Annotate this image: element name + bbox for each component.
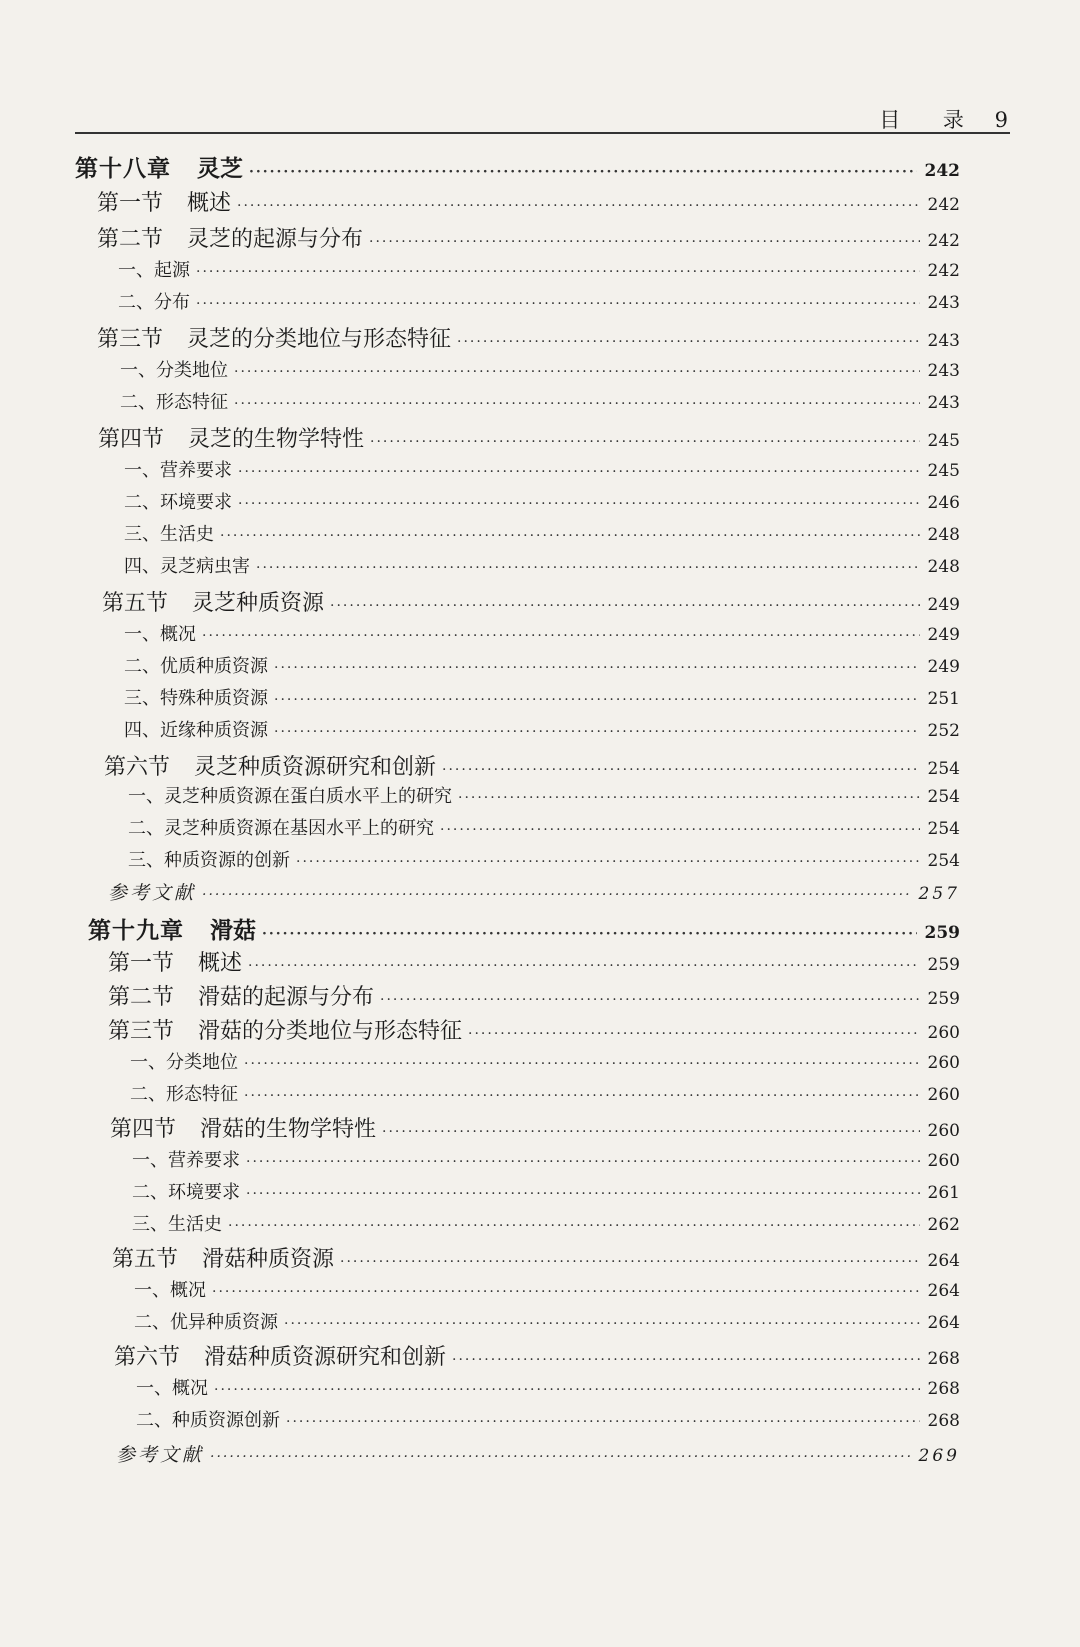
section-number: 第五节 <box>102 591 169 616</box>
toc-entry <box>132 1146 960 1172</box>
toc-entry <box>97 322 960 353</box>
subsection-title: 二、环境要求 <box>132 1182 240 1203</box>
dot-leader <box>274 660 920 676</box>
references-title: 参考文献 <box>116 1444 205 1466</box>
subsection-title: 一、营养要求 <box>132 1150 240 1171</box>
toc-page-number: 259 <box>924 923 960 943</box>
toc-page-number: 245 <box>927 461 960 481</box>
toc-entry-label <box>104 750 436 781</box>
toc-entry-label <box>118 256 190 282</box>
dot-leader <box>256 560 920 576</box>
subsection-title: 二、形态特征 <box>120 392 228 413</box>
dot-leader <box>284 1316 920 1332</box>
dot-leader <box>212 1284 920 1300</box>
toc-entry <box>97 222 960 253</box>
dot-leader <box>234 364 920 380</box>
toc-entry <box>120 388 960 414</box>
toc-entry <box>128 782 960 808</box>
dot-leader <box>457 334 920 350</box>
toc-page-number: 254 <box>927 819 960 839</box>
header-rule <box>75 132 1010 134</box>
section-title: 灵芝的生物学特性 <box>188 427 365 452</box>
toc-page-number: 242 <box>927 231 960 251</box>
section-title: 滑菇种质资源 <box>202 1247 335 1272</box>
toc-entry <box>108 878 960 905</box>
toc-entry <box>124 684 960 710</box>
toc-entry-label <box>108 946 242 977</box>
toc-entry <box>120 356 960 382</box>
chapter-title: 滑菇 <box>210 917 256 944</box>
toc-page-number: 248 <box>927 557 960 577</box>
toc-entry-label <box>124 520 214 546</box>
toc-entry-label <box>114 1340 446 1371</box>
subsection-title: 三、生活史 <box>124 524 214 545</box>
dot-leader <box>228 1218 920 1234</box>
dot-leader <box>440 822 920 838</box>
dot-leader <box>442 762 920 778</box>
toc-entry-label <box>128 782 452 808</box>
toc-entry <box>128 814 960 840</box>
toc-entry-label <box>134 1276 206 1302</box>
section-number: 第三节 <box>97 327 164 352</box>
subsection-title: 一、概况 <box>124 624 196 645</box>
toc-page-number: 249 <box>927 657 960 677</box>
running-header <box>879 104 1010 134</box>
section-number: 第六节 <box>114 1345 181 1370</box>
toc-page-number: 242 <box>927 195 960 215</box>
toc-entry-label <box>102 586 324 617</box>
subsection-title: 二、灵芝种质资源在基因水平上的研究 <box>128 818 434 839</box>
section-title: 滑菇的生物学特性 <box>200 1117 377 1142</box>
toc-entry <box>124 456 960 482</box>
toc-page-number: 252 <box>927 721 960 741</box>
toc-entry-label <box>136 1406 280 1432</box>
section-title: 滑菇的起源与分布 <box>198 985 375 1010</box>
dot-leader <box>210 1449 911 1465</box>
section-title: 滑菇种质资源研究和创新 <box>204 1345 447 1370</box>
toc-page-number: 260 <box>927 1023 960 1043</box>
section-number: 第六节 <box>104 755 171 780</box>
toc-page-number: 249 <box>927 625 960 645</box>
section-title: 灵芝的起源与分布 <box>187 227 364 252</box>
toc-entry-label <box>132 1146 240 1172</box>
toc-page-number: 260 <box>927 1151 960 1171</box>
toc-entry <box>132 1178 960 1204</box>
dot-leader <box>238 496 920 512</box>
section-number: 第五节 <box>112 1247 179 1272</box>
dot-leader <box>246 1154 920 1170</box>
toc-entry <box>134 1276 960 1302</box>
toc-page-number: 246 <box>927 493 960 513</box>
chapter-title: 灵芝 <box>197 155 243 182</box>
toc-page-number: 259 <box>927 989 960 1009</box>
toc-entry <box>116 1440 960 1467</box>
dot-leader <box>330 598 920 614</box>
dot-leader <box>248 958 920 974</box>
dot-leader <box>296 854 920 870</box>
dot-leader <box>458 790 920 806</box>
section-number: 第一节 <box>97 191 164 216</box>
toc-page-number: 243 <box>927 331 960 351</box>
toc-entry-label <box>108 878 196 905</box>
dot-leader <box>196 296 920 312</box>
dot-leader <box>380 992 920 1008</box>
dot-leader <box>214 1382 920 1398</box>
section-title: 灵芝的分类地位与形态特征 <box>187 327 452 352</box>
toc-page-number: 262 <box>927 1215 960 1235</box>
toc-entry <box>112 1242 960 1273</box>
toc-entry-label <box>124 716 268 742</box>
dot-leader <box>237 198 920 214</box>
toc-entry-label <box>97 222 363 253</box>
toc-entry-label <box>124 552 250 578</box>
section-title: 灵芝种质资源 <box>192 591 325 616</box>
toc-entry <box>130 1048 960 1074</box>
dot-leader <box>468 1026 920 1042</box>
toc-entry <box>104 750 960 781</box>
toc-entry <box>102 586 960 617</box>
toc-entry <box>124 652 960 678</box>
toc-entry <box>124 620 960 646</box>
toc-page-number: 264 <box>927 1313 960 1333</box>
subsection-title: 二、形态特征 <box>130 1084 238 1105</box>
header-title: 目 录 <box>879 108 982 132</box>
toc-entry-label <box>124 456 232 482</box>
toc-entry-label <box>97 186 231 217</box>
toc-entry-label <box>136 1374 208 1400</box>
toc-entry-label <box>130 1048 238 1074</box>
toc-page-number: 268 <box>927 1349 960 1369</box>
toc-entry-label <box>134 1308 278 1334</box>
toc-page-number: 245 <box>927 431 960 451</box>
toc-entry <box>134 1308 960 1334</box>
toc-entry-label <box>120 388 228 414</box>
toc-entry-label <box>98 422 364 453</box>
toc-entry <box>136 1406 960 1432</box>
dot-leader <box>274 724 920 740</box>
references-title: 参考文献 <box>108 882 197 904</box>
toc-entry-label <box>116 1440 204 1467</box>
toc-entry <box>136 1374 960 1400</box>
toc-page-number: 243 <box>927 361 960 381</box>
subsection-title: 二、种质资源创新 <box>136 1410 280 1431</box>
subsection-title: 四、灵芝病虫害 <box>124 556 250 577</box>
toc-entry-label <box>97 322 451 353</box>
subsection-title: 一、分类地位 <box>130 1052 238 1073</box>
toc-entry <box>124 552 960 578</box>
toc-entry-label <box>118 288 190 314</box>
subsection-title: 一、分类地位 <box>120 360 228 381</box>
dot-leader <box>382 1124 920 1140</box>
toc-entry <box>114 1340 960 1371</box>
toc-entry <box>128 846 960 872</box>
toc-page-number: 260 <box>927 1121 960 1141</box>
toc-entry <box>88 912 960 945</box>
toc-page-number: 268 <box>927 1411 960 1431</box>
dot-leader <box>262 926 917 942</box>
toc-entry-label <box>130 1080 238 1106</box>
section-title: 灵芝种质资源研究和创新 <box>194 755 437 780</box>
toc-entry-label <box>110 1112 376 1143</box>
toc-entry-label <box>124 652 268 678</box>
toc-entry <box>130 1080 960 1106</box>
toc-entry-label <box>128 814 434 840</box>
dot-leader <box>202 887 911 903</box>
toc-entry-label <box>124 488 232 514</box>
subsection-title: 一、营养要求 <box>124 460 232 481</box>
toc-entry <box>124 488 960 514</box>
toc-entry-label <box>108 1014 462 1045</box>
dot-leader <box>369 234 920 250</box>
toc-entry-label <box>108 980 374 1011</box>
subsection-title: 二、优异种质资源 <box>134 1312 278 1333</box>
subsection-title: 三、生活史 <box>132 1214 222 1235</box>
section-number: 第二节 <box>108 985 175 1010</box>
dot-leader <box>452 1352 920 1368</box>
dot-leader <box>196 264 920 280</box>
toc-page-number: 248 <box>927 525 960 545</box>
toc-entry <box>108 1014 960 1045</box>
toc-entry <box>118 288 960 314</box>
toc-entry-label <box>88 912 256 945</box>
toc-entry <box>124 716 960 742</box>
toc-entry <box>108 980 960 1011</box>
toc-page-number: 242 <box>924 161 960 181</box>
subsection-title: 一、概况 <box>134 1280 206 1301</box>
toc-entry <box>97 186 960 217</box>
dot-leader <box>234 396 920 412</box>
subsection-title: 三、特殊种质资源 <box>124 688 268 709</box>
dot-leader <box>220 528 920 544</box>
toc-entry <box>132 1210 960 1236</box>
toc-entry-label <box>112 1242 334 1273</box>
toc-page-number: 269 <box>918 1446 960 1466</box>
section-number: 第四节 <box>110 1117 177 1142</box>
toc-entry <box>118 256 960 282</box>
toc-entry <box>98 422 960 453</box>
section-number: 第三节 <box>108 1019 175 1044</box>
toc-entry-label <box>124 620 196 646</box>
subsection-title: 二、分布 <box>118 292 190 313</box>
toc-page-number: 254 <box>927 851 960 871</box>
toc-entry-label <box>124 684 268 710</box>
toc-page-number: 249 <box>927 595 960 615</box>
dot-leader <box>238 464 920 480</box>
dot-leader <box>246 1186 920 1202</box>
toc-page-number: 264 <box>927 1281 960 1301</box>
toc-entry-label <box>132 1178 240 1204</box>
toc-page-number: 259 <box>927 955 960 975</box>
toc-page-number: 243 <box>927 393 960 413</box>
toc-entry <box>124 520 960 546</box>
subsection-title: 三、种质资源的创新 <box>128 850 290 871</box>
section-title: 概述 <box>198 951 243 976</box>
toc-page-number: 268 <box>927 1379 960 1399</box>
subsection-title: 一、起源 <box>118 260 190 281</box>
dot-leader <box>274 692 920 708</box>
subsection-title: 一、概况 <box>136 1378 208 1399</box>
toc-entry-label <box>132 1210 222 1236</box>
dot-leader <box>340 1254 920 1270</box>
toc-entry-label <box>75 150 243 183</box>
toc-page-number: 260 <box>927 1053 960 1073</box>
section-number: 第一节 <box>108 951 175 976</box>
toc-entry-label <box>120 356 228 382</box>
dot-leader <box>244 1088 920 1104</box>
section-title: 概述 <box>187 191 232 216</box>
toc-page-number: 251 <box>927 689 960 709</box>
toc-entry <box>75 150 960 183</box>
section-number: 第四节 <box>98 427 165 452</box>
toc-page-number: 254 <box>927 759 960 779</box>
dot-leader <box>244 1056 920 1072</box>
toc-page-number: 257 <box>918 884 960 904</box>
toc-page-number: 260 <box>927 1085 960 1105</box>
subsection-title: 二、环境要求 <box>124 492 232 513</box>
header-page-number: 9 <box>994 108 1010 132</box>
chapter-number: 第十九章 <box>88 917 184 944</box>
dot-leader <box>202 628 920 644</box>
subsection-title: 二、优质种质资源 <box>124 656 268 677</box>
dot-leader <box>370 434 920 450</box>
toc-page-number: 254 <box>927 787 960 807</box>
subsection-title: 四、近缘种质资源 <box>124 720 268 741</box>
chapter-number: 第十八章 <box>75 155 171 182</box>
toc-entry-label <box>128 846 290 872</box>
section-number: 第二节 <box>97 227 164 252</box>
dot-leader <box>286 1414 920 1430</box>
dot-leader <box>249 164 917 180</box>
toc-page-number: 261 <box>927 1183 960 1203</box>
toc-page-number: 242 <box>927 261 960 281</box>
toc-entry <box>108 946 960 977</box>
section-title: 滑菇的分类地位与形态特征 <box>198 1019 463 1044</box>
subsection-title: 一、灵芝种质资源在蛋白质水平上的研究 <box>128 786 452 807</box>
toc-page-number: 264 <box>927 1251 960 1271</box>
toc-page-number: 243 <box>927 293 960 313</box>
toc-entry <box>110 1112 960 1143</box>
